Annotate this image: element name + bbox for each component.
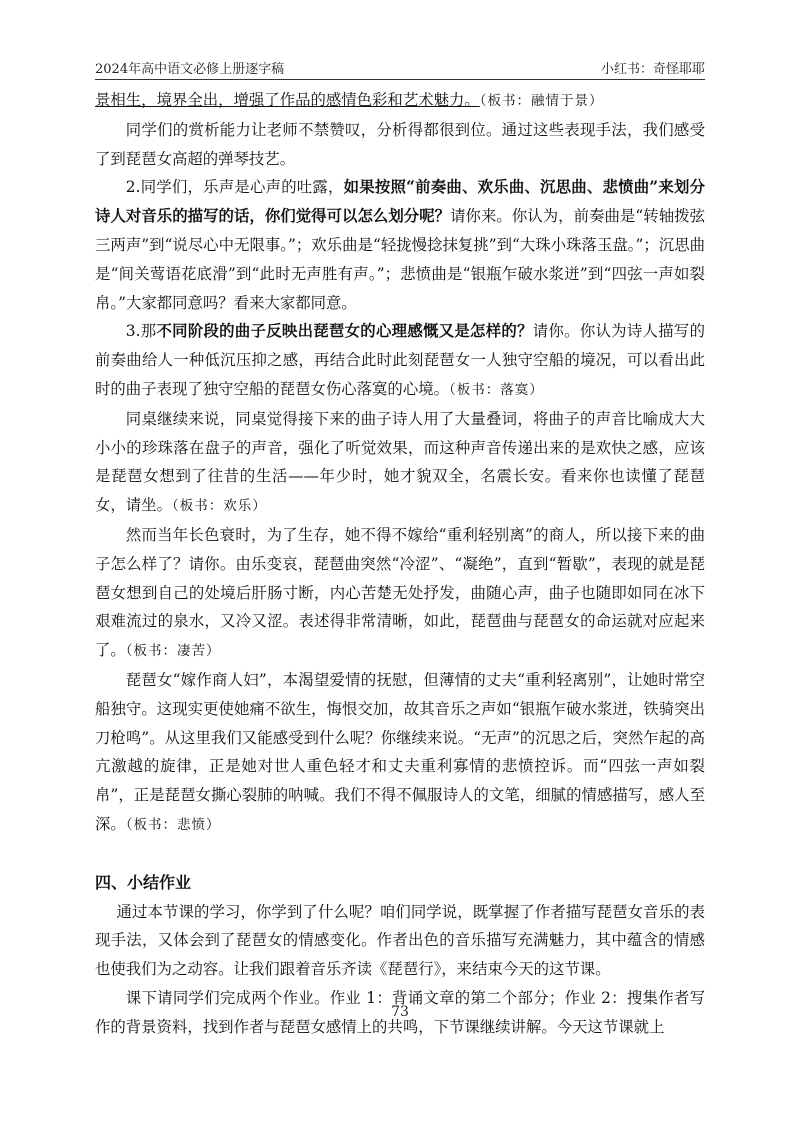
question-number: 2.同学们，乐声是心声的吐露， — [125, 178, 344, 197]
paragraph-text: 然而当年长色衰时，为了生存，她不得不嫁给“重利轻别离”的商人，所以接下来的曲子怎么样了？请你。由乐变哀，琵琶曲突然“冷涩”、“凝绝”，直到“暂歇”，表现的就是琵琶女想到自己的处境后肝肠寸断，内心苦楚无处抒发，曲随心声，曲子也随即如同在冰下艰难流过的泉水，又冷又涩。表述得非常清晰，如此，琵琶曲与琵琶女的命运就对应起来了。 — [95, 525, 705, 660]
board-note: （板书：悲愤） — [125, 816, 221, 833]
question-text: 如果按照“前奏曲、欢乐曲、沉思曲、悲愤曲”来划分诗人对音乐的描写的话，你们觉得可以怎么划分呢？ — [95, 178, 705, 226]
board-note: （板书：欢乐） — [171, 498, 267, 515]
paragraph: 通过本节课的学习，你学到了什么呢？咱们同学说，既掌握了作者描写琵琶女音乐的表现手法，又体会到了琵琶女的情感变化。作者出色的音乐描写充满魅力，其中蕴含的情感也使我们为之动容。让我们跟着音乐齐读《琵琶行》，来结束今天的这节课。 — [95, 902, 705, 979]
answer-text: 请你来。你认为，前奏曲是“转轴拨弦三两声”到“说尽心中无限事。”；欢乐曲是“轻拢慢捻抹复挑”到“大珠小珠落玉盘。”；沉思曲是“间关莺语花底滑”到“此时无声胜有声。”；悲愤曲是“银瓶乍破水浆迸”到“四弦一声如裂帛。”大家都同意吗？看来大家都同意。 — [95, 207, 705, 312]
paragraph: 课下请同学们完成两个作业。作业 1：背诵文章的第二个部分；作业 2：搜集作者写作的背景资料，找到作者与琵琶女感情上的共鸣，下节课继续讲解。今天这节课就上 — [95, 988, 705, 1036]
question-number: 3.那 — [125, 322, 157, 341]
page-header — [95, 58, 705, 80]
board-note: （板书：落寞） — [449, 381, 544, 398]
header-rule — [95, 79, 705, 80]
paragraph-text: 同桌继续来说，同桌觉得接下来的曲子诗人用了大量叠词，将曲子的声音比喻成大大小小的珍珠落在盘子的声音，强化了听觉效果，而这种声音传递出来的是欢快之感，应该是琵琶女想到了往昔的生活——年少时，她才貌双全，名震长安。看来你也读懂了琵琶女，请坐。 — [95, 409, 705, 515]
board-note: （板书：凄苦） — [125, 643, 221, 660]
header-title: 2024年高中语文必修上册逐字稿 — [95, 62, 285, 77]
paragraph-text: 琵琶女“嫁作商人妇”，本渴望爱情的抚慰，但薄情的丈夫“重利轻离别”，让她时常空船独守。这现实更使她痛不欲生，悔恨交加，故其音乐之声如“银瓶乍破水浆迸，铁骑突出刀枪鸣”。从这里我们又能感受到什么呢？你继续来说。“无声”的沉思之后，突然乍起的高亢激越的旋律，正是她对世人重色轻才和丈夫重利寡情的悲愤控诉。而“四弦一声如裂帛”，正是琵琶女撕心裂肺的呐喊。我们不得不佩服诗人的文笔，细腻的情感描写，感人至深。 — [95, 670, 705, 833]
board-note: （板书：融情于景） — [479, 93, 604, 109]
paragraph-continuation — [95, 86, 705, 116]
answer-text: 请你。你认为诗人描写的前奏曲给人一种低沉压抑之感，再结合此时此刻琵琶女一人独守空船的境况，可以看出此时的曲子表现了独守空船的琵琶女伤心落寞的心境。 — [95, 322, 705, 398]
paragraph-question-2 — [95, 173, 705, 317]
paragraph: 同学们的赏析能力让老师不禁赞叹，分析得都很到位。通过这些表现手法，我们感受了到琵琶女高超的弹琴技艺。 — [95, 120, 705, 168]
paragraph — [95, 405, 705, 521]
question-text: 不同阶段的曲子反映出琵琶女的心理感慨又是怎样的？ — [156, 322, 533, 341]
paragraph — [95, 666, 705, 840]
header-author: 小红书：奇怪耶耶 — [600, 62, 705, 77]
section-heading: 四、小结作业 — [95, 872, 192, 892]
page-number: 73 — [391, 1004, 409, 1020]
paragraph-question-3 — [95, 317, 705, 404]
underlined-text: 景相生，境界全出，增强了作品的感情色彩和艺术魅力。 — [95, 91, 480, 109]
paragraph — [95, 521, 705, 666]
document-body — [95, 86, 705, 1042]
